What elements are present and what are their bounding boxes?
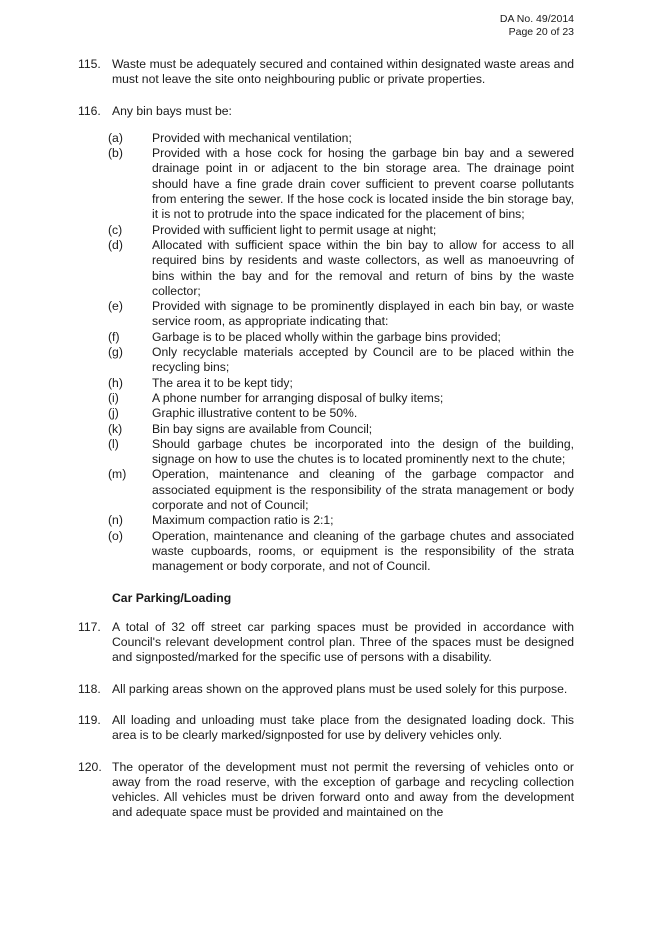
item-text: Provided with signage to be prominently displayed in each bin bay, or waste service room, as appropriate indicating that: — [152, 299, 574, 329]
da-number: DA No. 49/2014 — [499, 13, 574, 25]
condition-text: All parking areas shown on the approved plans must be used solely for this purpose. — [112, 681, 568, 696]
list-item — [108, 376, 574, 391]
condition-text: Waste must be adequately secured and contained within designated waste areas and must not leave the site onto neighbouring public or private properties. — [112, 57, 574, 87]
item-text: Allocated with sufficient space within the bin bay to allow for access to all required bins by residents and waste collectors, as well as manoeuvring of bins within the bay and for the removal and return of bins by the waste collector; — [152, 237, 574, 298]
item-label: (k) — [108, 421, 123, 436]
list-item — [108, 391, 574, 406]
item-label: (m) — [108, 467, 127, 482]
item-label: (d) — [108, 237, 123, 252]
item-text: Provided with a hose cock for hosing the garbage bin bay and a sewered drainage point in or adjacent to the bin storage area. The drainage point should have a fine grade drain cover sufficient to prevent coarse pollutants from entering the sewer. If the hose cock is located inside the bin storage bay, it is not to protrude into the space indicated for the placement of bins; — [152, 146, 574, 222]
condition-120 — [78, 760, 574, 821]
item-text: Garbage is to be placed wholly within the garbage bins provided; — [152, 329, 501, 344]
page-number: Page 20 of 23 — [508, 26, 574, 38]
condition-number: 120. — [78, 759, 102, 774]
item-text: Maximum compaction ratio is 2:1; — [152, 513, 334, 528]
item-label: (f) — [108, 329, 120, 344]
condition-116 — [78, 104, 574, 575]
list-item — [108, 467, 574, 513]
condition-text: Any bin bays must be: — [112, 103, 232, 118]
bin-bay-requirements-list — [108, 131, 574, 575]
condition-number: 117. — [78, 619, 101, 634]
list-item — [108, 131, 574, 146]
condition-115 — [78, 57, 574, 88]
item-text: Only recyclable materials accepted by Council are to be placed within the recycling bins; — [152, 345, 574, 375]
condition-number: 116. — [78, 103, 101, 118]
item-label: (b) — [108, 146, 123, 161]
list-item — [108, 513, 574, 528]
condition-118 — [78, 682, 574, 697]
item-text: The area it to be kept tidy; — [152, 375, 293, 390]
item-label: (c) — [108, 222, 123, 237]
item-text: Provided with mechanical ventilation; — [152, 130, 352, 145]
condition-number: 115. — [78, 57, 101, 71]
item-label: (j) — [108, 406, 119, 421]
list-item — [108, 422, 574, 437]
condition-number: 119. — [78, 712, 101, 727]
condition-117 — [78, 620, 574, 666]
list-item — [108, 529, 574, 575]
condition-text: A total of 32 off street car parking spaces must be provided in accordance with Council's relevant development control plan. Three of the spaces must be designed and signposted/marked for the specific use of persons with a disability. — [112, 619, 574, 665]
list-item — [108, 330, 574, 345]
item-label: (o) — [108, 528, 123, 543]
document-body — [78, 57, 574, 837]
condition-119 — [78, 713, 574, 744]
item-label: (e) — [108, 299, 123, 314]
list-item — [108, 299, 574, 330]
list-item — [108, 406, 574, 421]
item-label: (i) — [108, 390, 119, 405]
item-text: Bin bay signs are available from Council; — [152, 421, 373, 436]
condition-number: 118. — [78, 681, 101, 696]
condition-text: All loading and unloading must take place from the designated loading dock. This area is to be clearly marked/signposted for use by delivery vehicles only. — [112, 712, 574, 743]
item-text: Operation, maintenance and cleaning of the garbage compactor and associated equipment is the responsibility of the strata management or body corporate and not of Council; — [152, 467, 574, 513]
list-item — [108, 146, 574, 222]
section-heading: Car Parking/Loading — [112, 590, 232, 605]
item-label: (n) — [108, 513, 123, 528]
list-item — [108, 238, 574, 299]
list-item — [108, 437, 574, 468]
item-text: Graphic illustrative content to be 50%. — [152, 406, 358, 421]
item-label: (l) — [108, 436, 119, 451]
list-item — [108, 223, 574, 238]
page-header — [500, 13, 574, 39]
item-text: Provided with sufficient light to permit usage at night; — [152, 222, 437, 237]
item-text: Operation, maintenance and cleaning of the garbage chutes and associated waste cupboards, rooms, or equipment is the responsibility of the strata management or body corporate, and not of Council. — [152, 528, 574, 574]
condition-text: The operator of the development must not permit the reversing of vehicles onto or away from the road reserve, with the exception of garbage and recycling collection vehicles. All vehicles must be driven forward onto and away from the development and adequate space must be provided and maintained on the — [112, 759, 574, 820]
item-label: (h) — [108, 375, 123, 390]
item-label: (a) — [108, 130, 123, 145]
item-text: A phone number for arranging disposal of bulky items; — [152, 390, 444, 405]
item-label: (g) — [108, 345, 123, 360]
list-item — [108, 345, 574, 376]
item-text: Should garbage chutes be incorporated into the design of the building, signage on how to use the chutes is to located prominently next to the chute; — [152, 436, 574, 467]
